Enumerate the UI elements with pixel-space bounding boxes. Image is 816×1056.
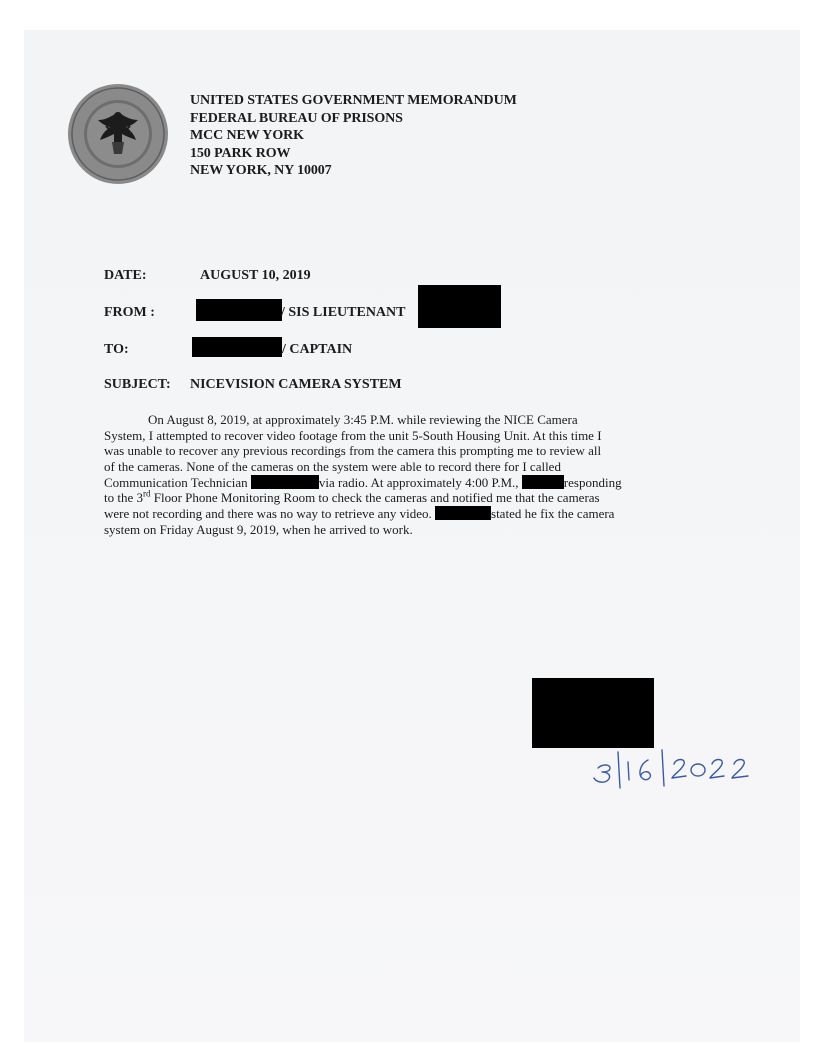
- letterhead-agency: FEDERAL BUREAU OF PRISONS: [190, 110, 403, 126]
- body-line: On August 8, 2019, at approximately 3:45 P.M. while reviewing the NICE Camera: [148, 412, 578, 427]
- body-line: [104, 475, 704, 491]
- body-line: [104, 506, 704, 522]
- body-text-segment: via radio. At approximately 4:00 P.M.,: [318, 474, 519, 490]
- doj-seal-logo: [66, 82, 170, 186]
- from-value: / SIS LIEUTENANT: [281, 305, 406, 320]
- body-text-segment: Communication Technician: [104, 474, 248, 490]
- technician-name-redaction: [522, 475, 564, 489]
- handwritten-date-signature: [592, 730, 792, 790]
- letterhead-title: UNITED STATES GOVERNMENT MEMORANDUM: [190, 93, 517, 108]
- subject-value: NICEVISION CAMERA SYSTEM: [190, 377, 402, 392]
- body-line: of the cameras. None of the cameras on the system were able to record there for I called: [104, 459, 561, 475]
- technician-name-redaction: [251, 475, 319, 489]
- to-name-redaction: [192, 337, 282, 357]
- body-line: [104, 490, 704, 506]
- memo-body: [104, 412, 704, 538]
- ordinal-suffix: rd: [143, 489, 151, 500]
- to-value: / CAPTAIN: [282, 342, 353, 357]
- body-line: System, I attempted to recover video footage from the unit 5-South Housing Unit. At this time I: [104, 427, 602, 443]
- date-value: AUGUST 10, 2019: [200, 268, 311, 283]
- from-name-redaction: [196, 299, 282, 321]
- to-label: TO:: [104, 342, 129, 357]
- body-text-segment: Floor Phone Monitoring Room to check the cameras and notified me that the cameras: [150, 490, 600, 506]
- body-line: was unable to recover any previous recordings from the camera this prompting me to review all: [104, 443, 602, 459]
- subject-label: SUBJECT:: [104, 377, 171, 392]
- date-label: DATE:: [104, 268, 147, 283]
- body-text-segment: to the 3: [104, 490, 143, 506]
- body-text-segment: stated he fix the camera: [491, 506, 615, 522]
- letterhead-city: NEW YORK, NY 10007: [190, 163, 332, 178]
- body-text-segment: responding: [563, 474, 622, 490]
- body-text-segment: were not recording and there was no way to retrieve any video.: [104, 506, 432, 522]
- from-label: FROM :: [104, 305, 155, 320]
- letterhead-facility: MCC NEW YORK: [190, 128, 304, 143]
- letterhead-street: 150 PARK ROW: [190, 145, 291, 161]
- memo-letterhead: [190, 92, 517, 180]
- from-id-redaction: [418, 285, 501, 328]
- body-line: system on Friday August 9, 2019, when he arrived to work.: [104, 521, 413, 537]
- technician-name-redaction: [435, 506, 491, 520]
